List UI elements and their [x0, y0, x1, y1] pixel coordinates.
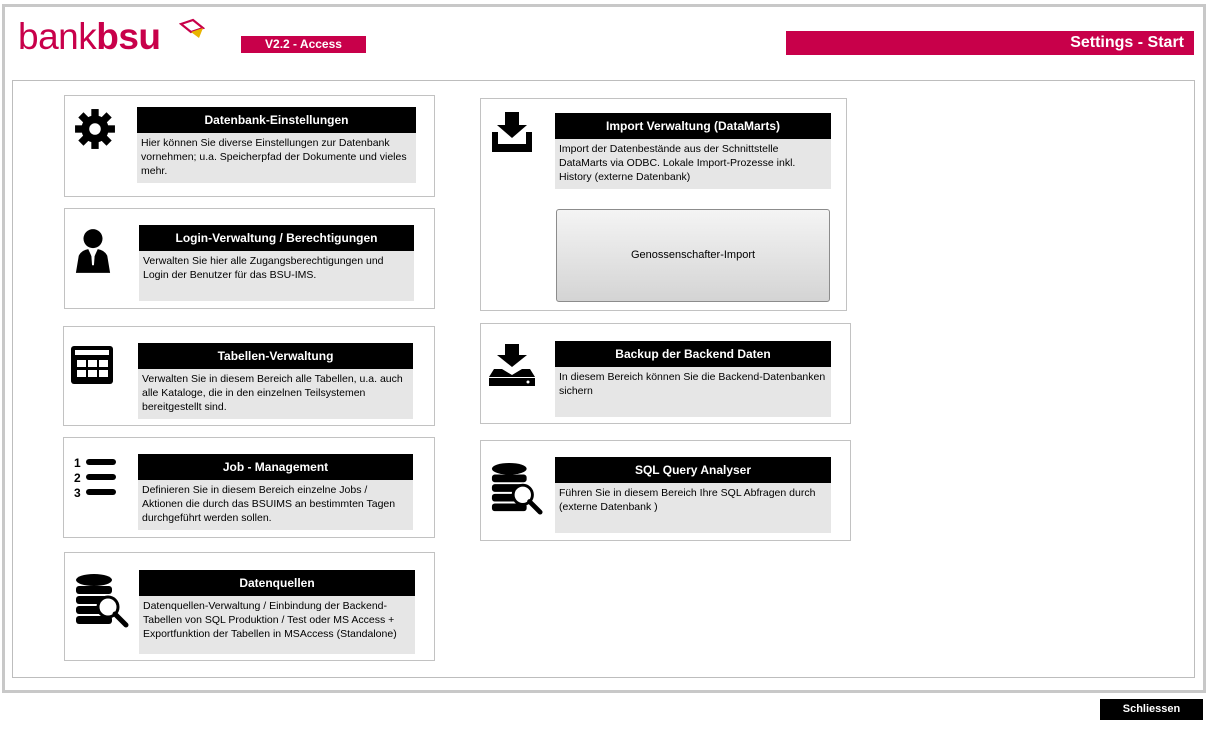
version-badge: V2.2 - Access — [241, 36, 366, 53]
panel-import-management-desc: Import der Datenbestände aus der Schnittstelle DataMarts via ODBC. Lokale Import-Prozesse inkl. History (externe Datenbank) — [555, 139, 831, 189]
close-button[interactable]: Schliessen — [1100, 699, 1203, 720]
panel-sql-analyser-title[interactable]: SQL Query Analyser — [555, 457, 831, 483]
table-icon — [70, 345, 114, 385]
genossenschafter-import-button[interactable]: Genossenschafter-Import — [556, 209, 830, 302]
panel-job-management-desc: Definieren Sie in diesem Bereich einzelne Jobs / Aktionen die durch das BSUIMS an bestimmten Tagen durchgeführt werden sollen. — [138, 480, 413, 530]
svg-text:3: 3 — [74, 486, 81, 498]
panel-login-management[interactable] — [64, 208, 435, 309]
logo-mark-icon — [179, 18, 205, 42]
panel-table-management-desc: Verwalten Sie in diesem Bereich alle Tabellen, u.a. auch alle Kataloge, die in den einzelnen Teilsystemen bereitgestellt sind. — [138, 369, 413, 419]
user-icon — [74, 226, 112, 276]
panel-backup[interactable] — [480, 323, 851, 424]
page-title: Settings - Start — [786, 31, 1194, 55]
database-search-icon — [490, 462, 544, 516]
panel-table-management-title[interactable]: Tabellen-Verwaltung — [138, 343, 413, 369]
panel-backup-title[interactable]: Backup der Backend Daten — [555, 341, 831, 367]
panel-db-settings[interactable] — [64, 95, 435, 197]
panel-db-settings-desc: Hier können Sie diverse Einstellungen zur Datenbank vornehmen; u.a. Speicherpfad der Dokumente und vieles mehr. — [137, 133, 416, 183]
panel-data-sources[interactable] — [64, 552, 435, 661]
panel-db-settings-title[interactable]: Datenbank-Einstellungen — [137, 107, 416, 133]
panel-sql-analyser[interactable] — [480, 440, 851, 541]
download-tray-icon — [490, 110, 534, 154]
numbered-list-icon — [74, 456, 118, 498]
panel-table-management[interactable] — [63, 326, 435, 426]
panel-data-sources-desc: Datenquellen-Verwaltung / Einbindung der Backend-Tabellen von SQL Produktion / Test oder MS Access + Exportfunktion der Tabellen in MSAccess (Standalone) — [139, 596, 415, 654]
panel-data-sources-title[interactable]: Datenquellen — [139, 570, 415, 596]
panel-login-management-desc: Verwalten Sie hier alle Zugangsberechtigungen und Login der Benutzer für das BSU-IMS. — [139, 251, 414, 301]
gear-icon — [74, 108, 116, 150]
panel-job-management-title[interactable]: Job - Management — [138, 454, 413, 480]
svg-text:2: 2 — [74, 471, 81, 485]
panel-import-management-title[interactable]: Import Verwaltung (DataMarts) — [555, 113, 831, 139]
download-drive-icon — [488, 343, 536, 387]
panel-job-management[interactable] — [63, 437, 435, 538]
database-search-icon — [74, 573, 130, 629]
panel-sql-analyser-desc: Führen Sie in diesem Bereich Ihre SQL Abfragen durch (externe Datenbank ) — [555, 483, 831, 533]
panel-backup-desc: In diesem Bereich können Sie die Backend-Datenbanken sichern — [555, 367, 831, 417]
svg-text:1: 1 — [74, 456, 81, 470]
panel-login-management-title[interactable]: Login-Verwaltung / Berechtigungen — [139, 225, 414, 251]
bankbsu-logo: bankbsu — [18, 16, 161, 57]
